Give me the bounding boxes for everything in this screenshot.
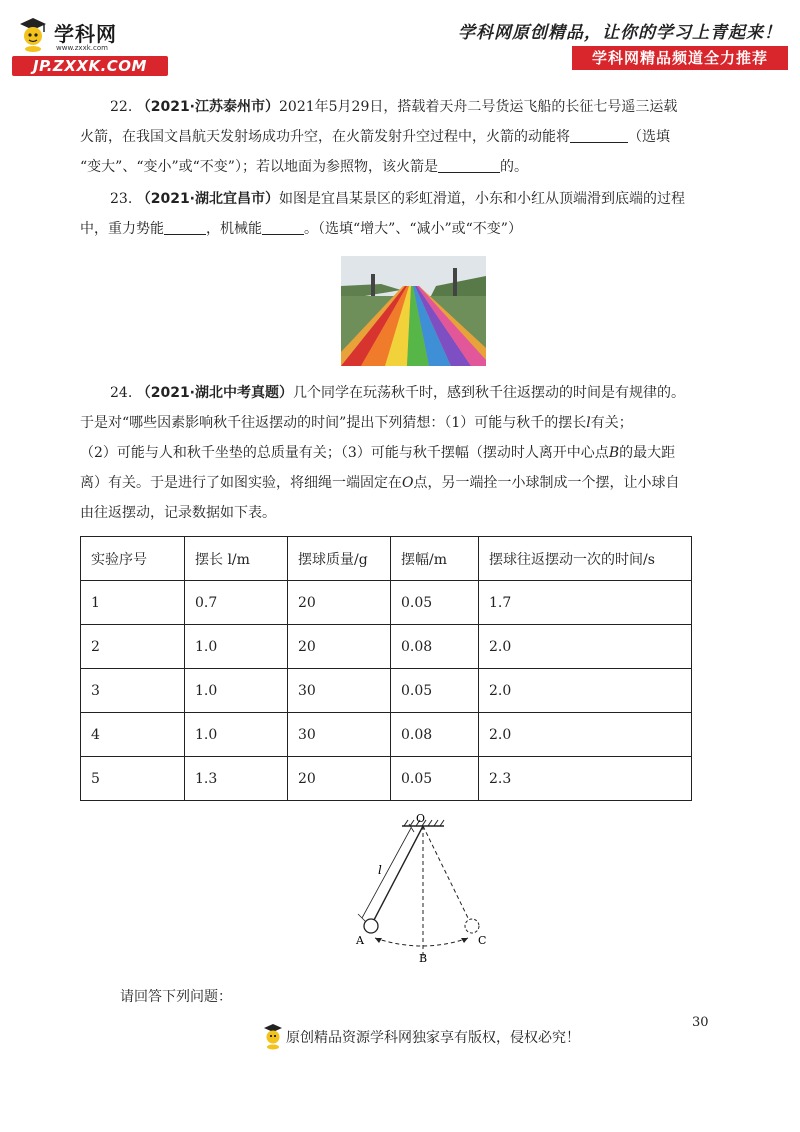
logo-text: 学科网 (54, 22, 117, 46)
question-text: 几个同学在玩荡秋千时，感到秋千往返摆动的时间是有规律的。 (293, 385, 686, 401)
table-cell: 2.0 (479, 669, 692, 713)
question-text: 于是对“哪些因素影响秋千往返摆动的时间”提出下列猜想：（1）可能与秋千的摆长 (80, 415, 587, 431)
copyright-text: 原创精品资源学科网独家享有版权，侵权必究！ (286, 1030, 580, 1046)
table-header-cell: 摆球往返摆动一次的时间/s (479, 537, 692, 581)
table-cell: 30 (288, 669, 391, 713)
question-number: 23. (110, 191, 133, 207)
question-number: 22. (110, 99, 133, 115)
table-header-cell: 摆幅/m (391, 537, 479, 581)
question-number: 24. (110, 385, 133, 401)
question-text: 点，另一端拴一小球制成一个摆，让小球自 (413, 475, 680, 491)
question-text: 2021年5月29日，搭载着天舟二号货运飞船的长征七号遥三运载 (279, 99, 678, 115)
table-header-cell: 摆球质量/g (288, 537, 391, 581)
label-o: O (416, 812, 426, 825)
site-logo (10, 14, 170, 76)
header-banner: 学科网精品频道全力推荐 (572, 46, 788, 70)
pendulum-ball-ghost (465, 919, 479, 933)
table-cell: 0.08 (391, 713, 479, 757)
logo-url: JP.ZXXK.COM (12, 56, 168, 76)
table-cell: 2 (81, 625, 185, 669)
answer-blank[interactable] (262, 220, 304, 235)
table-cell: 1 (81, 581, 185, 625)
table-cell: 2.0 (479, 713, 692, 757)
logo-subtext: www.zxxk.com (56, 44, 108, 52)
question-text: 有关； (590, 415, 633, 431)
rainbow-slide-photo (341, 256, 486, 366)
table-cell: 0.7 (185, 581, 288, 625)
variable-b: B (608, 445, 620, 461)
table-row (81, 581, 692, 625)
label-c: C (478, 934, 487, 947)
table-row (81, 757, 692, 801)
question-text: 火箭，在我国文昌航天发射场成功升空，在火箭发射升空过程中，火箭的动能将 (80, 129, 570, 145)
table-row (81, 669, 692, 713)
table-cell: 0.05 (391, 669, 479, 713)
question-text: 离）有关。于是进行了如图实验，将细绳一端固定在 (80, 475, 402, 491)
question-text: 如图是宜昌某景区的彩虹滑道，小东和小红从顶端滑到底端的过程 (279, 191, 686, 207)
question-22 (80, 92, 710, 182)
table-cell: 0.05 (391, 581, 479, 625)
table-cell: 2.3 (479, 757, 692, 801)
question-text: 由往返摆动，记录数据如下表。 (80, 505, 276, 521)
table-cell: 1.0 (185, 625, 288, 669)
mascot-icon (262, 1022, 284, 1050)
table-cell: 1.0 (185, 713, 288, 757)
table-cell: 0.08 (391, 625, 479, 669)
header-slogan: 学科网原创精品，让你的学习上青起来！ (458, 23, 782, 43)
answer-blank[interactable] (164, 220, 206, 235)
table-cell: 4 (81, 713, 185, 757)
question-text: 的。 (499, 159, 528, 175)
table-header-cell: 实验序号 (81, 537, 185, 581)
page-number: 30 (692, 1015, 709, 1030)
table-cell: 20 (288, 581, 391, 625)
answer-prompt: 请回答下列问题： (120, 989, 232, 1005)
mascot-icon (16, 16, 50, 52)
label-b: B (419, 952, 428, 964)
question-text: （2）可能与人和秋千坐垫的总质量有关；（3）可能与秋千摆幅（摆动时人离开中心点 (80, 445, 609, 461)
experiment-table (80, 536, 692, 801)
question-source: （2021·江苏泰州市） (136, 99, 280, 115)
pendulum-diagram (340, 812, 500, 964)
question-23 (80, 184, 710, 244)
variable-o: O (402, 475, 414, 491)
table-cell: 2.0 (479, 625, 692, 669)
question-source: （2021·湖北中考真题） (136, 385, 294, 401)
answer-blank[interactable] (438, 158, 500, 173)
question-text: 。（选填“增大”、“减小”或“不变”） (304, 221, 522, 237)
table-cell: 5 (81, 757, 185, 801)
table-row (81, 625, 692, 669)
table-row (81, 713, 692, 757)
table-cell: 3 (81, 669, 185, 713)
label-a: A (356, 934, 364, 947)
table-cell: 20 (288, 625, 391, 669)
table-header-cell: 摆长 l/m (185, 537, 288, 581)
question-text: ，机械能 (206, 221, 262, 237)
answer-blank[interactable] (570, 128, 628, 143)
question-24 (80, 378, 710, 528)
table-cell: 1.0 (185, 669, 288, 713)
question-text: （选填 (628, 129, 670, 145)
question-text: “变大”、“变小”或“不变”）；若以地面为参照物，该火箭是 (80, 159, 438, 175)
table-cell: 1.3 (185, 757, 288, 801)
question-source: （2021·湖北宜昌市） (136, 191, 280, 207)
question-text: 中，重力势能 (80, 221, 164, 237)
question-text: 的最大距 (619, 445, 676, 461)
variable-l: l (586, 415, 591, 431)
table-cell: 30 (288, 713, 391, 757)
table-cell: 20 (288, 757, 391, 801)
pendulum-ball (364, 919, 378, 933)
table-cell: 1.7 (479, 581, 692, 625)
table-cell: 0.05 (391, 757, 479, 801)
table-header-row (81, 537, 692, 581)
label-l: l (378, 863, 382, 877)
